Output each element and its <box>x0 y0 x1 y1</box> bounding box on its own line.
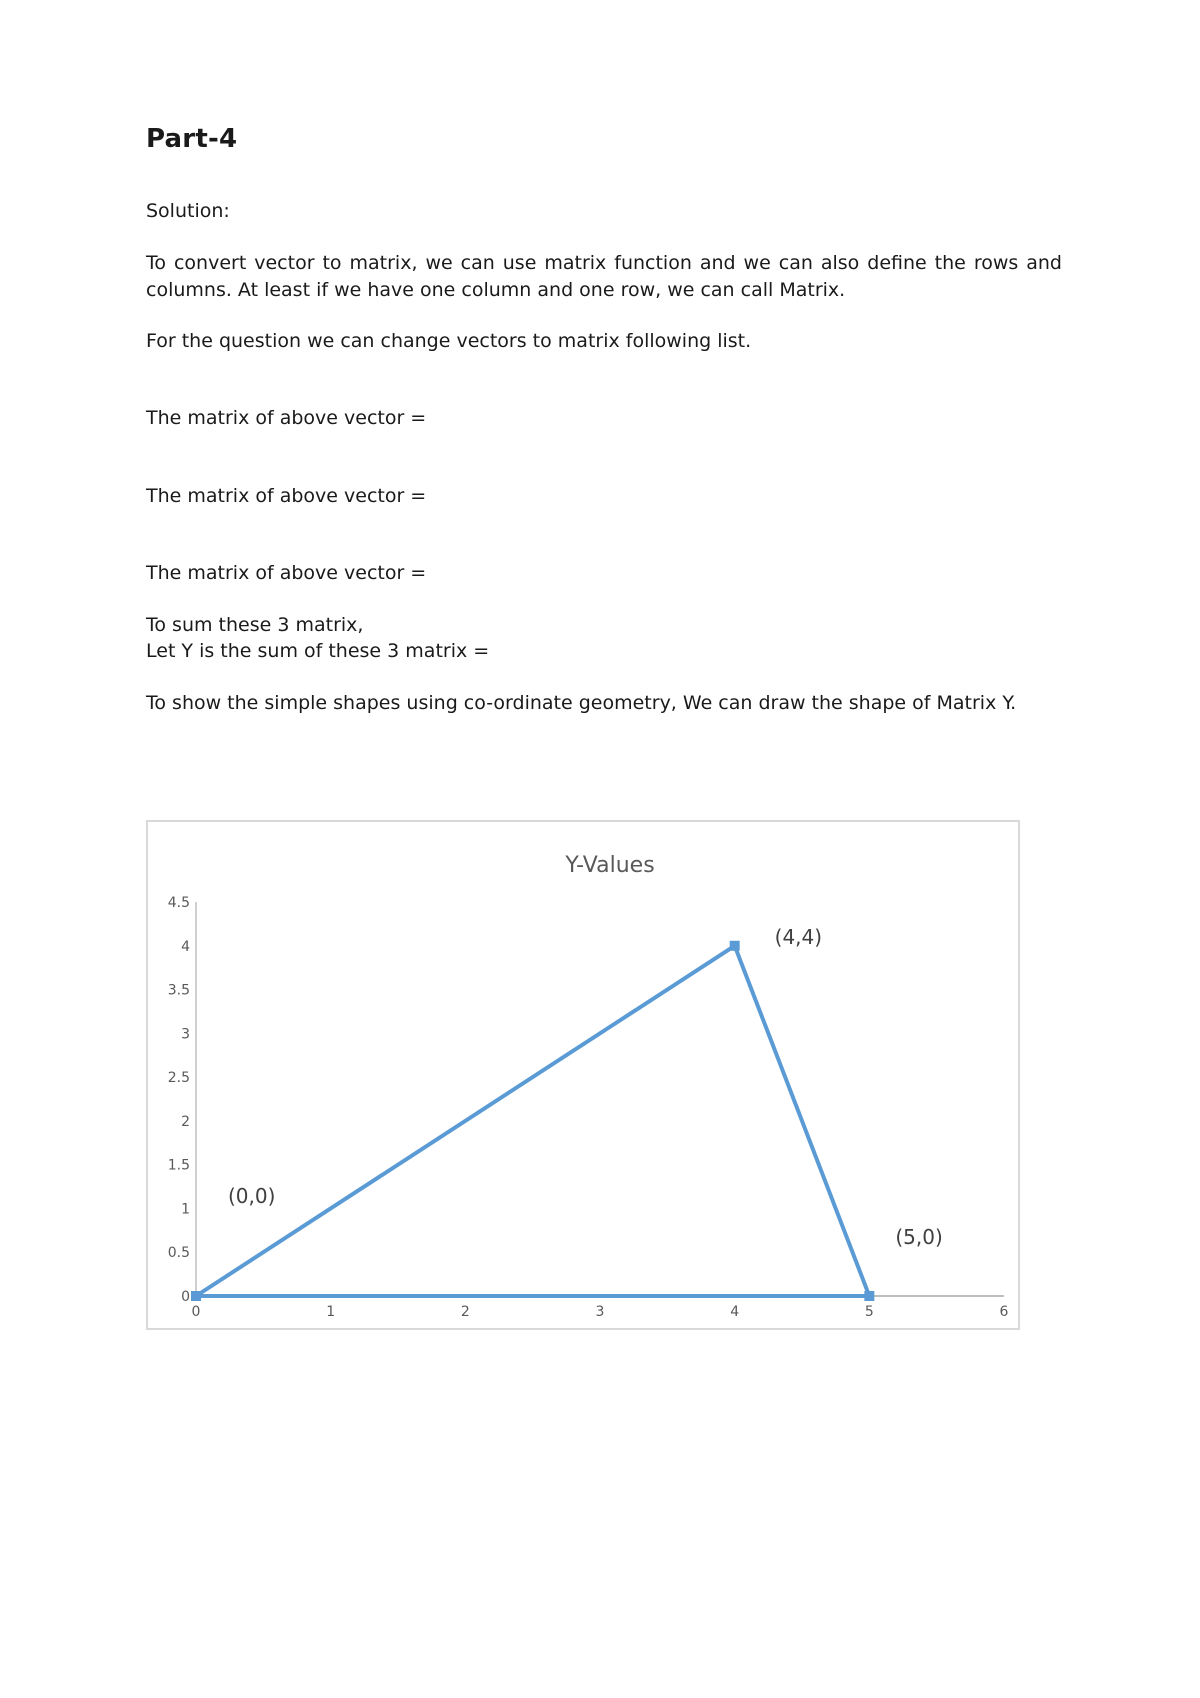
data-label: (4,4) <box>774 924 823 949</box>
series-line <box>196 946 869 1296</box>
x-tick-label: 1 <box>326 1304 336 1320</box>
y-tick-label: 3.5 <box>167 982 190 999</box>
x-tick-label: 2 <box>460 1304 470 1320</box>
y-tick-label: 4 <box>181 938 190 955</box>
paragraph-shapes: To show the simple shapes using co-ordinate geometry, We can draw the shape of Matrix Y. <box>146 692 1017 714</box>
data-point-marker <box>730 941 740 951</box>
paragraph-matrix-3: The matrix of above vector = <box>146 562 427 584</box>
x-tick-label: 3 <box>595 1304 605 1320</box>
x-tick-label: 5 <box>864 1304 874 1320</box>
x-tick-label: 0 <box>191 1304 201 1320</box>
chart-title: Y-Values <box>565 853 655 878</box>
paragraph-matrix-2: The matrix of above vector = <box>146 485 427 507</box>
data-point-marker <box>864 1291 874 1301</box>
chart-canvas <box>148 822 1018 1328</box>
page-heading: Part-4 <box>146 124 238 154</box>
y-tick-label: 0 <box>181 1289 190 1305</box>
y-values-chart <box>146 820 1020 1330</box>
chart-data-labels <box>228 925 943 1249</box>
chart-axes <box>168 895 1009 1320</box>
x-tick-label: 6 <box>999 1304 1009 1320</box>
paragraph-let-y: Let Y is the sum of these 3 matrix = <box>146 640 490 662</box>
chart-series <box>191 941 874 1301</box>
data-label: (0,0) <box>228 1184 276 1208</box>
y-tick-label: 1 <box>181 1201 190 1218</box>
paragraph-question: For the question we can change vectors to matrix following list. <box>146 330 752 352</box>
paragraph-sum-matrix: To sum these 3 matrix, <box>146 614 364 636</box>
y-tick-label: 2.5 <box>167 1070 190 1087</box>
data-point-marker <box>191 1291 201 1301</box>
x-tick-label: 4 <box>730 1304 740 1320</box>
solution-label: Solution: <box>146 200 230 222</box>
y-tick-label: 3 <box>181 1026 190 1043</box>
y-tick-label: 0.5 <box>167 1245 190 1262</box>
paragraph-convert-vector: To convert vector to matrix, we can use matrix function and we can also define the rows and columns. At least if we have one column and one row, we can call Matrix. <box>146 252 1062 301</box>
y-tick-label: 2 <box>181 1113 190 1130</box>
data-label: (5,0) <box>895 1225 943 1249</box>
paragraph-matrix-1: The matrix of above vector = <box>146 407 427 429</box>
y-tick-label: 1.5 <box>167 1157 190 1174</box>
y-tick-label: 4.5 <box>167 895 190 911</box>
